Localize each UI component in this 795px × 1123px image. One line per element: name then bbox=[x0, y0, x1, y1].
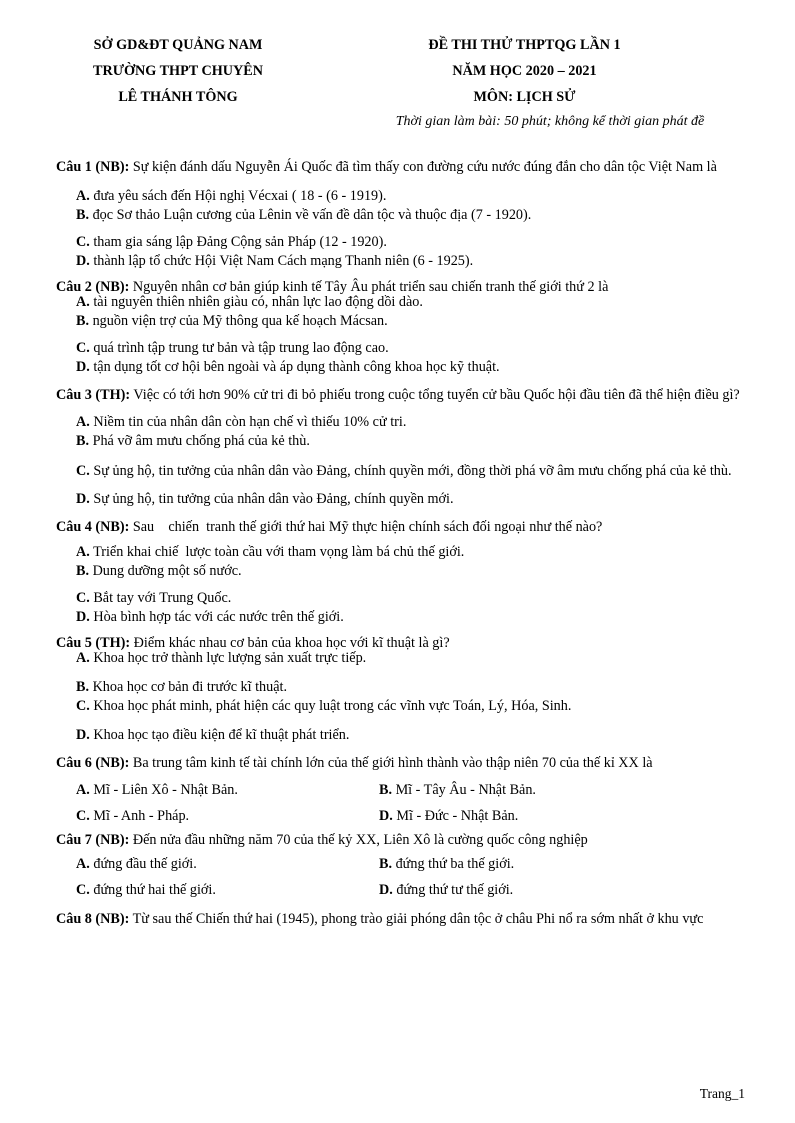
page-number: Trang_1 bbox=[699, 1086, 745, 1101]
option-b bbox=[379, 777, 682, 803]
question-label: Câu 8 (NB): bbox=[56, 911, 130, 927]
option-text: Mĩ - Anh - Pháp. bbox=[89, 808, 190, 824]
option-a bbox=[76, 293, 744, 312]
question-6 bbox=[56, 749, 744, 777]
option-text: đứng đầu thế giới. bbox=[89, 856, 197, 872]
option-c bbox=[76, 589, 744, 608]
option-letter: D. bbox=[76, 491, 90, 507]
option-letter: B. bbox=[76, 313, 90, 329]
option-text: Sự ủng hộ, tin tưởng của nhân dân vào Đảng, chính quyền mới. bbox=[89, 491, 454, 507]
question-4 bbox=[56, 513, 744, 541]
option-text: quá trình tập trung tư bản và tập trung lao động cao. bbox=[89, 340, 389, 356]
option-b bbox=[76, 206, 744, 225]
option-letter: B. bbox=[76, 563, 90, 579]
option-c bbox=[76, 803, 379, 829]
option-letter: D. bbox=[76, 727, 90, 743]
question-3 bbox=[56, 381, 744, 409]
option-d bbox=[76, 252, 744, 271]
option-text: Khoa học tạo điều kiện để kĩ thuật phát triển. bbox=[89, 727, 350, 743]
option-letter: D. bbox=[76, 253, 90, 269]
exam-header bbox=[362, 32, 687, 110]
option-letter: C. bbox=[76, 808, 90, 824]
question-label: Câu 5 (TH): bbox=[56, 635, 131, 651]
question-text: Việc có tới hơn 90% cử tri đi bỏ phiếu trong cuộc tổng tuyển cử bầu Quốc hội đầu tiên đã thể hiện điều gì? bbox=[130, 387, 740, 403]
option-text: Khoa học trở thành lực lượng sản xuất trực tiếp. bbox=[89, 650, 367, 666]
option-letter: C. bbox=[76, 590, 90, 606]
option-d bbox=[379, 877, 682, 903]
option-c bbox=[76, 877, 379, 903]
question-label: Câu 6 (NB): bbox=[56, 755, 130, 771]
option-text: Mĩ - Đức - Nhật Bản. bbox=[392, 808, 519, 824]
option-letter: C. bbox=[76, 340, 90, 356]
option-a bbox=[76, 777, 379, 803]
question-text: Ba trung tâm kinh tế tài chính lớn của thế giới hình thành vào thập niên 70 của thế kỉ XX là bbox=[129, 755, 653, 771]
options-row bbox=[76, 803, 744, 829]
question-text: Sau chiến tranh thế giới thứ hai Mỹ thực hiện chính sách đối ngoại như thế nào? bbox=[129, 519, 603, 535]
option-text: thành lập tổ chức Hội Việt Nam Cách mạng Thanh niên (6 - 1925). bbox=[89, 253, 474, 269]
option-letter: D. bbox=[379, 808, 393, 824]
department-name: SỞ GD&ĐT QUẢNG NAM bbox=[93, 37, 263, 53]
option-c bbox=[56, 457, 744, 485]
question-label: Câu 7 (NB): bbox=[56, 832, 130, 848]
option-letter: C. bbox=[76, 463, 90, 479]
option-letter: D. bbox=[379, 882, 393, 898]
option-text: Hòa bình hợp tác với các nước trên thế giới. bbox=[89, 609, 344, 625]
question-text: Nguyên nhân cơ bản giúp kinh tế Tây Âu phát triển sau chiến tranh thế giới thứ 2 là bbox=[129, 279, 609, 295]
school-name-line2: LÊ THÁNH TÔNG bbox=[118, 89, 238, 105]
option-text: Khoa học phát minh, phát hiện các quy luật trong các vĩnh vực Toán, Lý, Hóa, Sinh. bbox=[89, 698, 572, 714]
option-c bbox=[76, 233, 744, 252]
option-text: Dung dưỡng một số nước. bbox=[89, 563, 242, 579]
option-letter: B. bbox=[76, 433, 90, 449]
question-text: Điểm khác nhau cơ bản của khoa học với kĩ thuật là gì? bbox=[130, 635, 450, 651]
option-text: Mĩ - Tây Âu - Nhật Bản. bbox=[392, 782, 536, 798]
school-name: TRƯỜNG THPT CHUYÊN bbox=[92, 63, 263, 79]
question-text: Sự kiện đánh dấu Nguyễn Ái Quốc đã tìm thấy con đường cứu nước đúng đắn cho dân tộc Việt Nam là bbox=[129, 159, 717, 175]
option-letter: C. bbox=[76, 882, 90, 898]
option-text: Sự ủng hộ, tin tưởng của nhân dân vào Đảng, chính quyền mới, đồng thời phá vỡ âm mưu chống phá của kẻ thù. bbox=[89, 463, 732, 479]
option-letter: D. bbox=[76, 359, 90, 375]
question-text: Đến nửa đầu những năm 70 của thế kỷ XX, Liên Xô là cường quốc công nghiệp bbox=[129, 832, 588, 848]
question-text: Từ sau thế Chiến thứ hai (1945), phong trào giải phóng dân tộc ở châu Phi nổ ra sớm nhất ở khu vực bbox=[129, 911, 704, 927]
option-a bbox=[76, 543, 744, 562]
time-note: Thời gian làm bài: 50 phút; không kể thời gian phát đề bbox=[395, 114, 705, 129]
question-label: Câu 3 (TH): bbox=[56, 387, 131, 403]
option-letter: A. bbox=[76, 188, 90, 204]
question-8 bbox=[56, 905, 744, 933]
option-text: Khoa học cơ bản đi trước kĩ thuật. bbox=[89, 679, 288, 695]
options-row bbox=[76, 877, 744, 903]
option-letter: A. bbox=[76, 544, 90, 560]
option-c bbox=[76, 339, 744, 358]
options-row bbox=[76, 777, 744, 803]
question-label: Câu 2 (NB): bbox=[56, 279, 130, 295]
option-a bbox=[76, 413, 744, 432]
question-7 bbox=[56, 829, 744, 851]
option-text: đưa yêu sách đến Hội nghị Vécxai ( 18 - (6 - 1919). bbox=[89, 188, 387, 204]
option-text: tài nguyên thiên nhiên giàu có, nhân lực lao động dồi dào. bbox=[89, 294, 423, 310]
options-row bbox=[76, 851, 744, 877]
question-label: Câu 4 (NB): bbox=[56, 519, 130, 535]
option-letter: A. bbox=[76, 414, 90, 430]
option-letter: C. bbox=[76, 234, 90, 250]
option-d bbox=[76, 358, 744, 377]
school-year: NĂM HỌC 2020 – 2021 bbox=[452, 63, 597, 79]
option-d bbox=[76, 485, 744, 513]
question-1 bbox=[56, 153, 744, 181]
option-text: đứng thứ tư thế giới. bbox=[392, 882, 514, 898]
option-letter: B. bbox=[76, 679, 90, 695]
exam-title: ĐỀ THI THỬ THPTQG LẦN 1 bbox=[428, 37, 621, 53]
option-letter: A. bbox=[76, 294, 90, 310]
questions bbox=[56, 153, 744, 933]
option-text: Phá vỡ âm mưu chống phá của kẻ thù. bbox=[89, 433, 310, 449]
option-letter: B. bbox=[379, 782, 393, 798]
option-d bbox=[379, 803, 682, 829]
option-text: đứng thứ ba thế giới. bbox=[392, 856, 515, 872]
option-letter: A. bbox=[76, 782, 90, 798]
option-letter: C. bbox=[76, 698, 90, 714]
option-d bbox=[76, 726, 744, 745]
option-a bbox=[76, 851, 379, 877]
subject: MÔN: LỊCH SỬ bbox=[473, 89, 576, 105]
option-letter: A. bbox=[76, 856, 90, 872]
option-b bbox=[76, 678, 744, 697]
option-text: Bắt tay với Trung Quốc. bbox=[89, 590, 232, 606]
option-text: Triển khai chiế lược toàn cầu với tham vọng làm bá chủ thế giới. bbox=[89, 544, 465, 560]
option-text: đọc Sơ thảo Luận cương của Lênin về vấn đề dân tộc và thuộc địa (7 - 1920). bbox=[89, 207, 532, 223]
question-label: Câu 1 (NB): bbox=[56, 159, 130, 175]
option-a bbox=[76, 187, 744, 206]
option-letter: D. bbox=[76, 609, 90, 625]
option-letter: B. bbox=[76, 207, 90, 223]
option-text: tham gia sáng lập Đảng Cộng sản Pháp (12 - 1920). bbox=[89, 234, 387, 250]
option-c bbox=[76, 697, 744, 716]
option-text: Mĩ - Liên Xô - Nhật Bản. bbox=[89, 782, 238, 798]
option-b bbox=[379, 851, 682, 877]
option-b bbox=[76, 432, 744, 451]
option-letter: B. bbox=[379, 856, 393, 872]
school-header bbox=[58, 32, 298, 110]
option-letter: A. bbox=[76, 650, 90, 666]
option-text: đứng thứ hai thế giới. bbox=[89, 882, 216, 898]
option-text: nguồn viện trợ của Mỹ thông qua kế hoạch Mácsan. bbox=[89, 313, 388, 329]
option-d bbox=[76, 608, 744, 627]
option-text: Niềm tin của nhân dân còn hạn chế vì thiếu 10% cử tri. bbox=[89, 414, 407, 430]
option-b bbox=[76, 312, 744, 331]
option-b bbox=[76, 562, 744, 581]
option-text: tận dụng tốt cơ hội bên ngoài và áp dụng thành công khoa học kỹ thuật. bbox=[89, 359, 500, 375]
